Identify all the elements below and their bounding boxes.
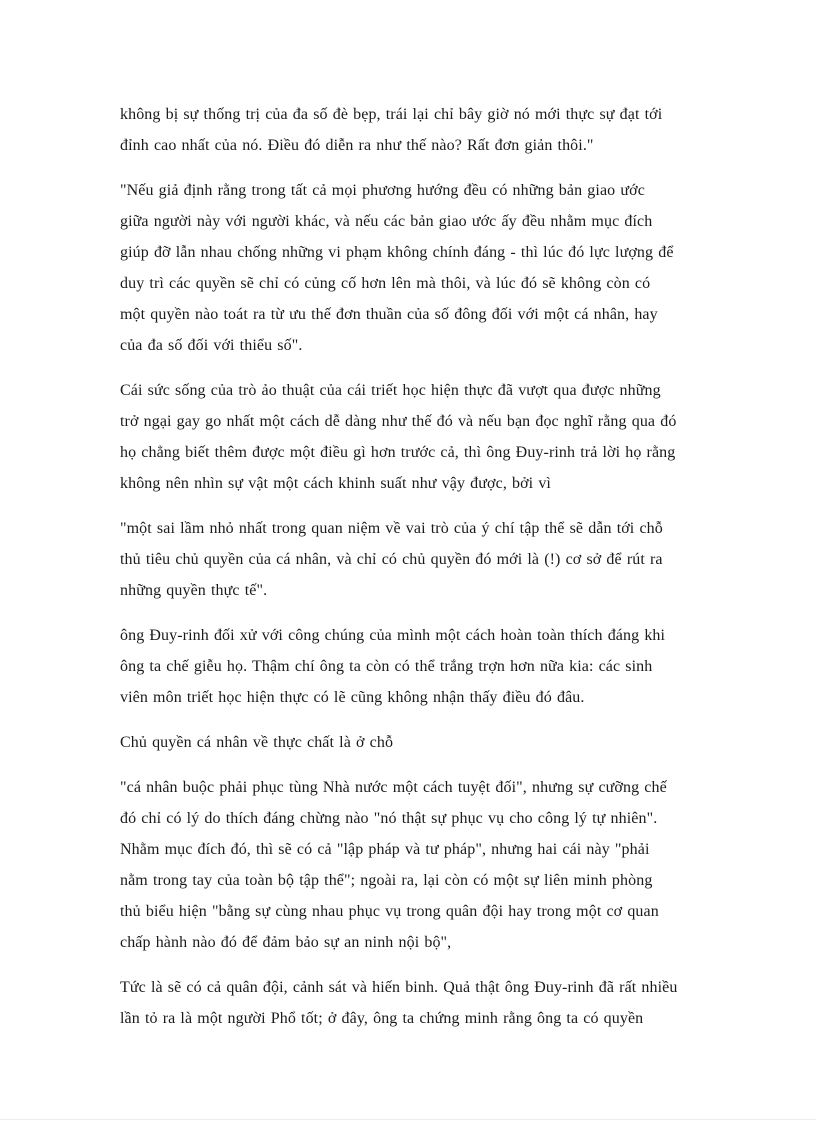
paragraph (120, 99, 710, 161)
text-line: Cái sức sống của trò ảo thuật của cái triết học hiện thực đã vượt qua được những (120, 382, 661, 399)
text-line: không nên nhìn sự vật một cách khinh suất như vậy được, bởi vì (120, 475, 551, 492)
text-line: lần tỏ ra là một người Phổ tốt; ở đây, ông ta chứng minh rằng ông ta có quyền (120, 1010, 644, 1027)
text-line: giúp đỡ lẫn nhau chống những vi phạm không chính đáng - thì lúc đó lực lượng để (120, 244, 674, 261)
text-line: những quyền thực tế". (120, 582, 268, 599)
text-line: một quyền nào toát ra từ ưu thế đơn thuần của số đông đối với một cá nhân, hay (120, 306, 658, 323)
text-line: ông ta chế giễu họ. Thậm chí ông ta còn có thể trắng trợn hơn nữa kia: các sinh (120, 658, 653, 675)
text-line: trở ngại gay go nhất một cách dễ dàng như thế đó và nếu bạn đọc nghĩ rằng qua đó (120, 413, 677, 430)
paragraph (120, 375, 710, 499)
text-line: Nhằm mục đích đó, thì sẽ có cả "lập pháp và tư pháp", nhưng hai cái này "phải (120, 841, 650, 858)
text-line: "cá nhân buộc phải phục tùng Nhà nước một cách tuyệt đối", nhưng sự cưỡng chế (120, 779, 667, 796)
text-line: viên môn triết học hiện thực có lẽ cũng không nhận thấy điều đó đâu. (120, 689, 585, 706)
text-line: "một sai lầm nhỏ nhất trong quan niệm về vai trò của ý chí tập thể sẽ dẫn tới chỗ (120, 520, 663, 537)
paragraph (120, 727, 710, 758)
text-line: Chủ quyền cá nhân về thực chất là ở chỗ (120, 734, 394, 751)
text-line: chấp hành nào đó để đảm bảo sự an ninh nội bộ", (120, 934, 452, 951)
text-line: "Nếu giả định rằng trong tất cả mọi phương hướng đều có những bản giao ước (120, 182, 645, 199)
paragraph (120, 620, 710, 713)
page-bottom-edge (0, 1119, 816, 1120)
text-line: đỉnh cao nhất của nó. Điều đó diễn ra như thế nào? Rất đơn giản thôi." (120, 137, 594, 154)
paragraph (120, 513, 710, 606)
body-text (120, 99, 710, 1048)
paragraph (120, 772, 710, 958)
text-line: Tức là sẽ có cả quân đội, cảnh sát và hiến binh. Quả thật ông Đuy-rinh đã rất nhiều (120, 979, 678, 996)
text-line: của đa số đối với thiểu số". (120, 337, 303, 354)
text-line: giữa người này với người khác, và nếu các bản giao ước ấy đều nhằm mục đích (120, 213, 653, 230)
text-line: thủ biểu hiện "bằng sự cùng nhau phục vụ trong quân đội hay trong một cơ quan (120, 903, 659, 920)
paragraph (120, 972, 710, 1034)
text-line: đó chỉ có lý do thích đáng chừng nào "nó thật sự phục vụ cho công lý tự nhiên". (120, 810, 658, 827)
text-line: nằm trong tay của toàn bộ tập thể"; ngoài ra, lại còn có một sự liên minh phòng (120, 872, 653, 889)
text-line: họ chẳng biết thêm được một điều gì hơn trước cả, thì ông Đuy-rinh trả lời họ rằng (120, 444, 676, 461)
text-line: duy trì các quyền sẽ chỉ có củng cố hơn lên mà thôi, và lúc đó sẽ không còn có (120, 275, 651, 292)
text-line: ông Đuy-rinh đối xử với công chúng của mình một cách hoàn toàn thích đáng khi (120, 627, 666, 644)
text-line: không bị sự thống trị của đa số đè bẹp, trái lại chỉ bây giờ nó mới thực sự đạt tới (120, 106, 663, 123)
text-line: thủ tiêu chủ quyền của cá nhân, và chỉ có chủ quyền đó mới là (!) cơ sở để rút ra (120, 551, 663, 568)
paragraph (120, 175, 710, 361)
